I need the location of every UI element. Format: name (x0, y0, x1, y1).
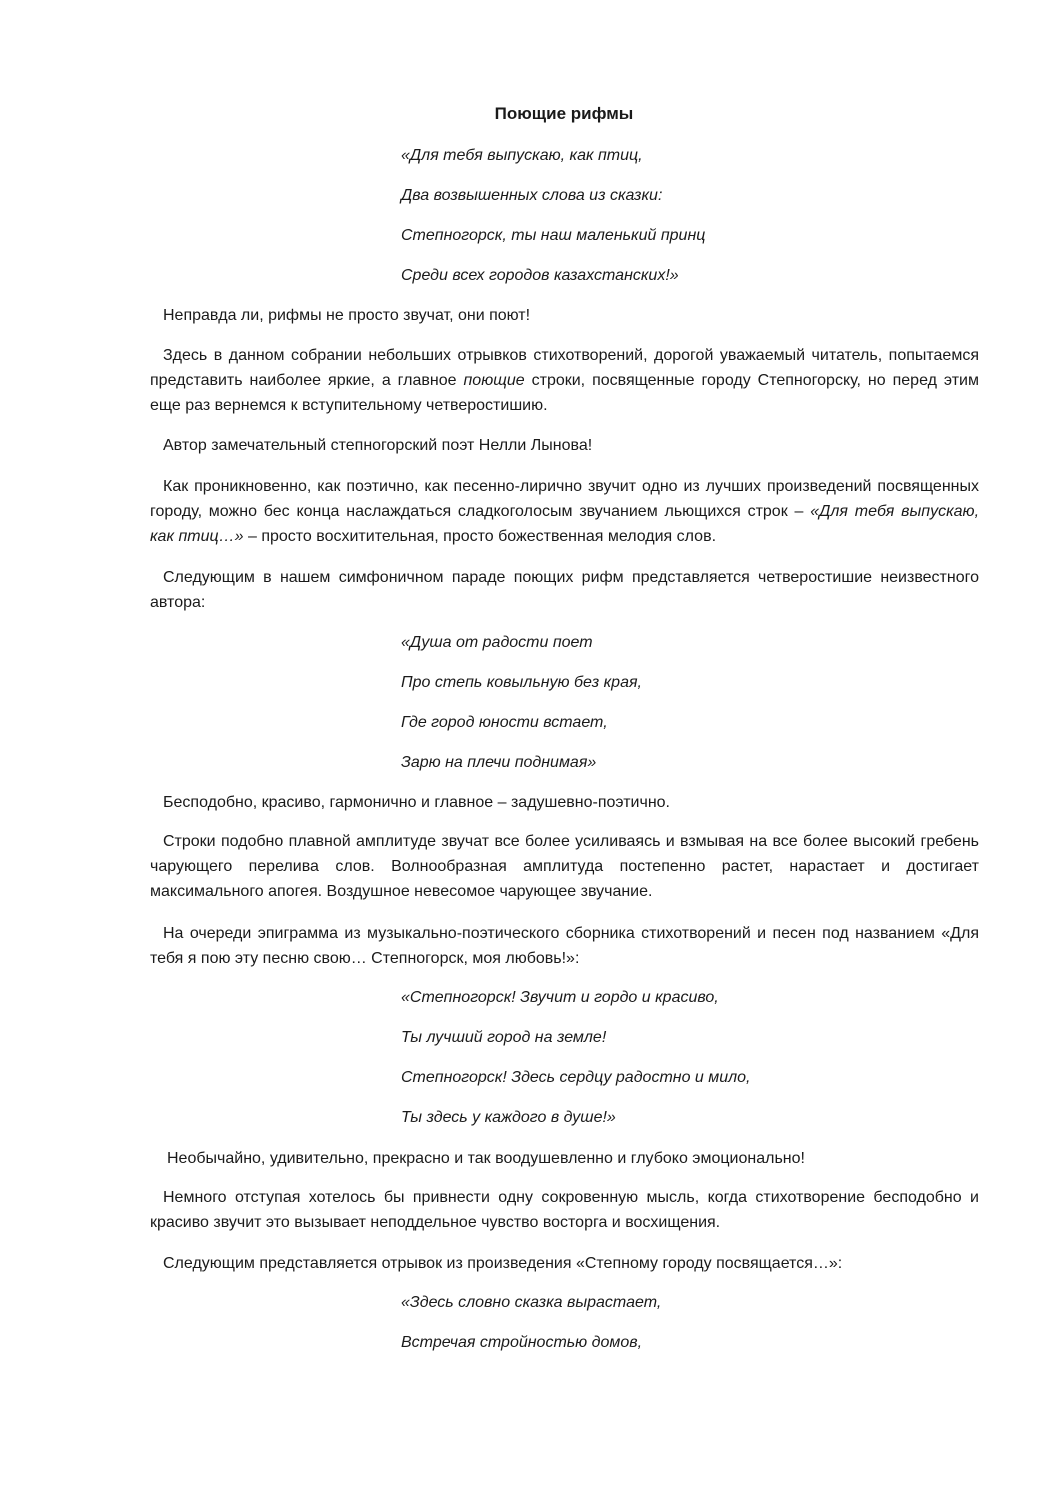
poem-line: «Степногорск! Звучит и гордо и красиво, (401, 989, 719, 1006)
poem-stanza-4 (401, 1292, 961, 1372)
poem-line: «Для тебя выпускаю, как птиц, (401, 147, 643, 164)
paragraph-7: Строки подобно плавной амплитуде звучат все более усиливаясь и взмывая на все более высокий гребень чарующего перелива слов. Волнообразная амплитуда постепенно растет, нарастает и достигает максимального апогея. Воздушное невесомое чарующее звучание. (150, 833, 979, 900)
paragraph-2-emphasis: поющие (463, 372, 525, 389)
poem-line: Про степь ковыльную без края, (401, 674, 642, 691)
paragraph-11: Следующим представляется отрывок из произведения «Степному городу посвящается…»: (163, 1255, 843, 1272)
paragraph-4-text-a: Как проникновенно, как поэтично, как песенно-лирично звучит одно из лучших произведений посвященных городу, можно бес конца наслаждаться сладкоголосым звучанием льющихся строк – (150, 478, 979, 520)
document-title: Поющие рифмы (494, 104, 634, 123)
paragraph-9: Необычайно, удивительно, прекрасно и так воодушевленно и глубоко эмоционально! (167, 1150, 805, 1167)
poem-line: «Здесь словно сказка вырастает, (401, 1294, 662, 1311)
poem-line: Ты лучший город на земле! (401, 1029, 607, 1046)
paragraph-3: Автор замечательный степногорский поэт Нелли Лынова! (163, 437, 593, 454)
poem-line: Среди всех городов казахстанских!» (401, 267, 679, 284)
poem-stanza-2 (401, 632, 961, 792)
poem-line: Степногорск, ты наш маленький принц (401, 227, 706, 244)
paragraph-8: На очереди эпиграмма из музыкально-поэтического сборника стихотворений и песен под названием «Для тебя я пою эту песню свою… Степногорск, моя любовь!»: (150, 925, 979, 967)
poem-stanza-3 (401, 987, 961, 1147)
poem-line: «Душа от радости поет (401, 634, 593, 651)
paragraph-4 (150, 474, 979, 549)
poem-line: Встречая стройностью домов, (401, 1334, 643, 1351)
poem-line: Два возвышенных слова из сказки: (401, 187, 663, 204)
paragraph-10: Немного отступая хотелось бы привнести одну сокровенную мысль, когда стихотворение бесподобно и красиво звучит это вызывает неподдельное чувство восторга и восхищения. (150, 1189, 979, 1231)
poem-line: Где город юности встает, (401, 714, 608, 731)
paragraph-2-text-b: строки, посвященные городу Степногорску, но перед этим еще раз вернемся к вступительному четверостишию. (150, 372, 979, 414)
paragraph-1: Неправда ли, рифмы не просто звучат, они поют! (163, 307, 531, 324)
poem-stanza-1 (401, 145, 961, 305)
poem-line: Ты здесь у каждого в душе!» (401, 1109, 616, 1126)
paragraph-2-text-a: Здесь в данном собрании небольших отрывков стихотворений, дорогой уважаемый читатель, попытаемся представить наиболее яркие, а главное (150, 347, 979, 389)
paragraph-2 (150, 343, 979, 418)
paragraph-6: Бесподобно, красиво, гармонично и главное – задушевно-поэтично. (163, 794, 670, 811)
paragraph-4-text-b: – просто восхитительная, просто божественная мелодия слов. (243, 528, 717, 545)
poem-line: Зарю на плечи поднимая» (401, 754, 597, 771)
paragraph-5: Следующим в нашем симфоничном параде поющих рифм представляется четверостишие неизвестного автора: (150, 569, 979, 611)
poem-line: Степногорск! Здесь сердцу радостно и мило, (401, 1069, 751, 1086)
paragraph-4-quote: «Для тебя выпускаю, как птиц…» (150, 503, 980, 545)
